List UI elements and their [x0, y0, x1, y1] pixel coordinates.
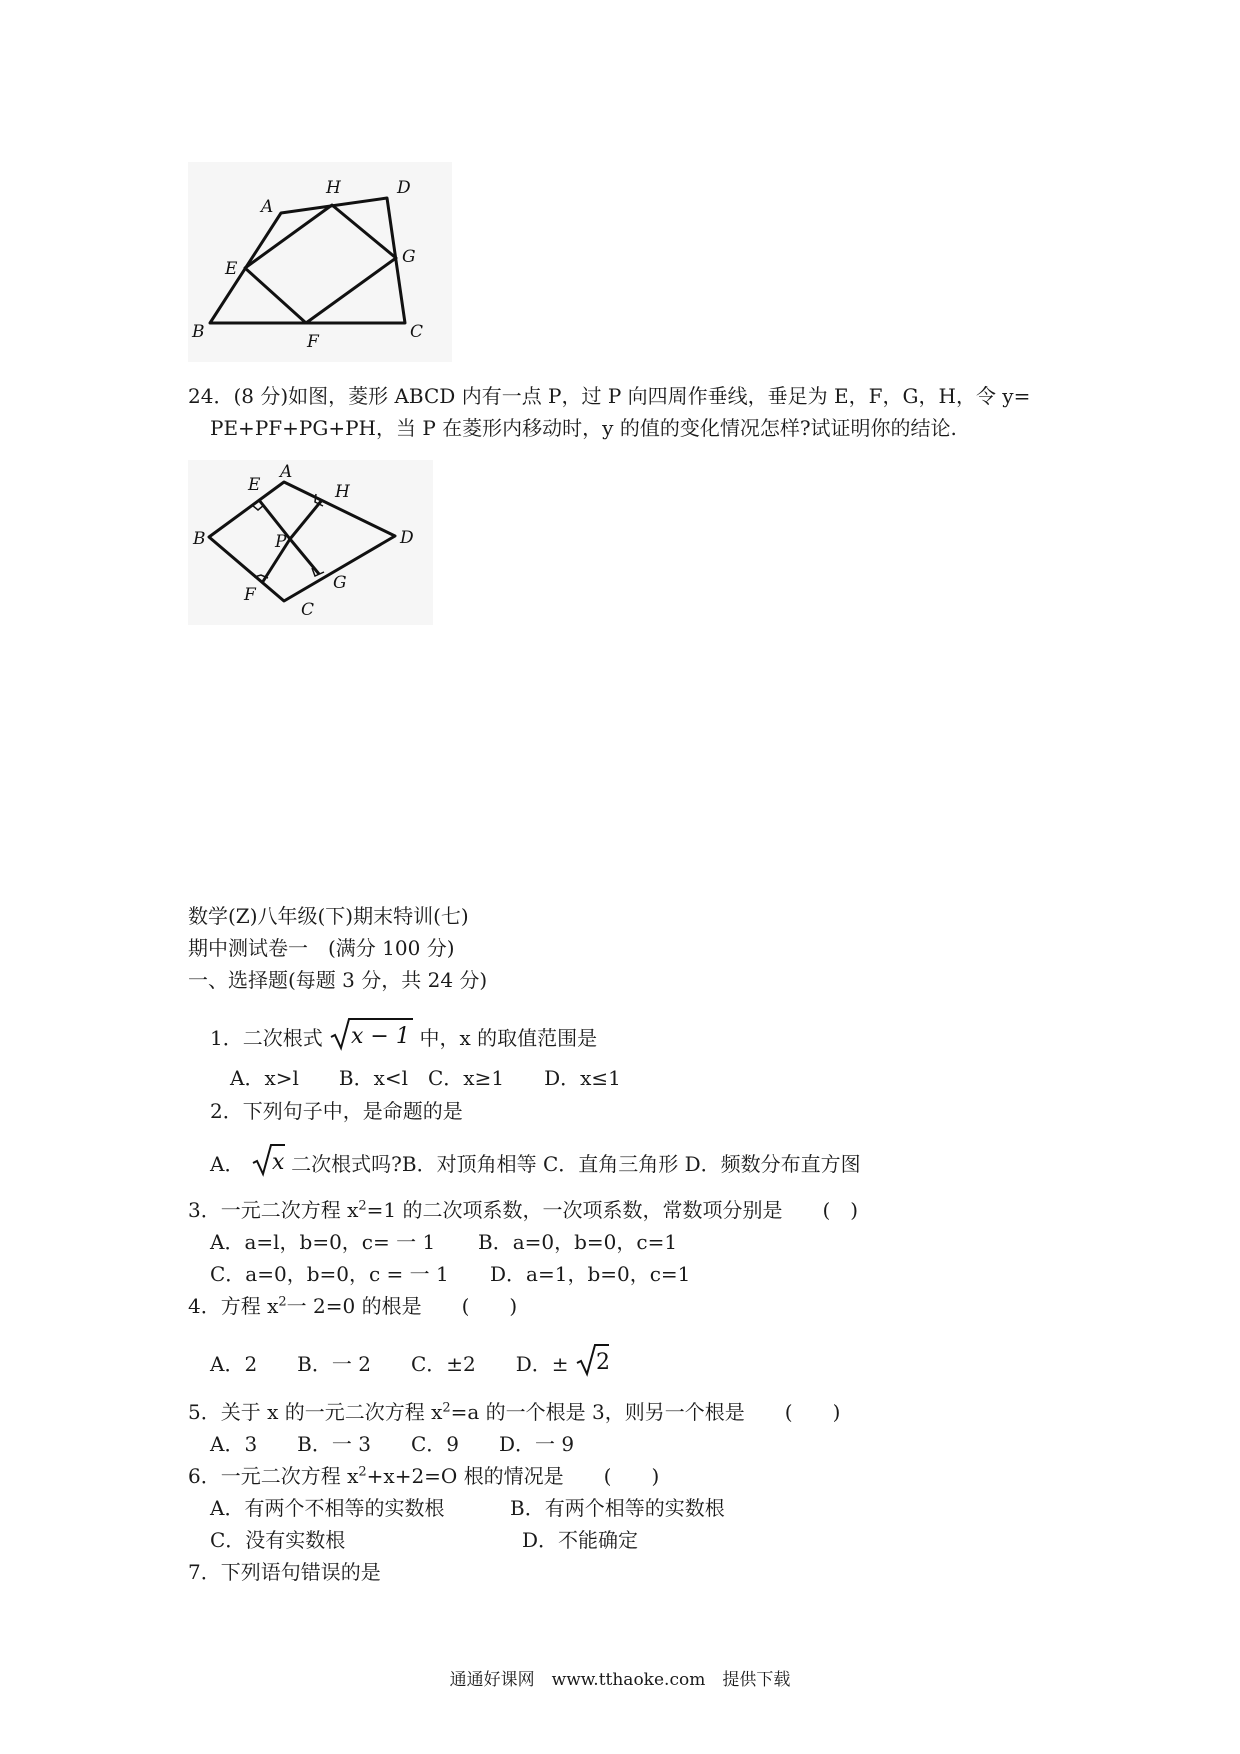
figure-rhombus [188, 460, 433, 625]
q24-line1: 24．(8 分)如图，菱形 ABCD 内有一点 P，过 P 向四周作垂线，垂足为 E，F，G，H，令 y= [188, 384, 1031, 408]
segment-pg [290, 539, 319, 574]
q6-stem-pre: 6．一元二次方程 x [188, 1464, 359, 1488]
exam-subtitle: 期中测试卷一 (满分 100 分) [188, 936, 455, 960]
sqrt-2 [575, 1342, 609, 1389]
q3-option-d: D．a=1，b=0，c=1 [490, 1262, 691, 1286]
q2-options [210, 1142, 861, 1189]
figure-quadrilateral [188, 162, 452, 362]
q4-stem-pre: 4．方程 x [188, 1294, 279, 1318]
q1-stem-pre: 1．二次根式 [210, 1026, 323, 1050]
q6-option-b: B．有两个相等的实数根 [510, 1496, 725, 1520]
q6-stem [188, 1462, 659, 1490]
q5-stem-post: =a 的一个根是 3，则另一个根是 ( ) [450, 1400, 841, 1424]
page-footer: 通通好课网 www.tthaoke.com 提供下载 [449, 1670, 791, 1690]
exam-title: 数学(Z)八年级(下)期末特训(七) [188, 904, 469, 928]
label-g: G [333, 573, 347, 593]
label-h: H [326, 178, 341, 198]
q4-stem-sup: 2 [278, 1294, 287, 1310]
q6-stem-sup: 2 [358, 1464, 367, 1480]
q1-stem-post: 中，x 的取值范围是 [419, 1026, 598, 1050]
label-a: A [280, 462, 293, 482]
q6-option-a: A．有两个不相等的实数根 [210, 1496, 445, 1520]
label-a: A [261, 197, 274, 217]
q3-option-a: A．a=l，b=0，c= 一 1 [210, 1230, 436, 1254]
q1-options: A．x>l B．x<l C．x≥1 D．x≤1 [230, 1066, 621, 1090]
label-e: E [225, 259, 238, 279]
label-g: G [402, 247, 416, 267]
label-c: C [301, 600, 315, 620]
section-heading: 一、选择题(每题 3 分，共 24 分) [188, 968, 488, 992]
rhombus-abcd [209, 482, 395, 601]
label-d: D [397, 178, 411, 198]
sqrt-x-minus-1 [329, 1016, 413, 1063]
segment-hp [290, 500, 322, 539]
q5-stem [188, 1398, 840, 1426]
q3-stem-post: =1 的二次项系数，一次项系数，常数项分别是 ( ) [366, 1198, 859, 1222]
q1-radicand: x − 1 [351, 1024, 410, 1049]
q4-options-pre: A．2 B．一 2 C．±2 D．± [210, 1352, 569, 1376]
q4-options [210, 1342, 609, 1389]
q3-stem-pre: 3．一元二次方程 x [188, 1198, 359, 1222]
q6-stem-post: +x+2=O 根的情况是 ( ) [366, 1464, 660, 1488]
q2-opt-post: 二次根式吗?B．对顶角相等 C．直角三角形 D．频数分布直方图 [291, 1152, 861, 1176]
q3-option-c: C．a=0，b=0，c = 一 1 [210, 1262, 449, 1286]
q4-stem [188, 1292, 517, 1320]
quadrilateral-efgh [245, 205, 396, 323]
label-b: B [192, 322, 205, 342]
label-e: E [248, 475, 261, 495]
q2-radicand: x [271, 1150, 285, 1175]
q5-options: A．3 B．一 3 C．9 D．一 9 [210, 1432, 575, 1456]
q5-stem-pre: 5．关于 x 的一元二次方程 x [188, 1400, 443, 1424]
label-d: D [400, 528, 414, 548]
q6-option-c: C．没有实数根 [210, 1528, 346, 1552]
label-b: B [193, 529, 206, 549]
label-p: P [275, 532, 287, 552]
q6-option-d: D．不能确定 [522, 1528, 639, 1552]
q24-line2: PE+PF+PG+PH，当 P 在菱形内移动时，y 的值的变化情况怎样?试证明你的结论. [210, 416, 957, 440]
quadrilateral-abcd [210, 198, 405, 323]
label-f: F [244, 585, 256, 605]
q3-stem-sup: 2 [358, 1198, 367, 1214]
q2-stem: 2．下列句子中，是命题的是 [210, 1099, 463, 1123]
q2-opt-pre: A． [210, 1152, 245, 1176]
sqrt-x [251, 1142, 285, 1189]
label-c: C [410, 322, 424, 342]
q3-stem [188, 1196, 858, 1224]
q4-stem-post: 一 2=0 的根是 ( ) [286, 1294, 518, 1318]
label-f: F [307, 332, 319, 352]
q3-option-b: B．a=0，b=0，c=1 [478, 1230, 678, 1254]
q1-stem [210, 1016, 597, 1063]
q5-stem-sup: 2 [442, 1400, 451, 1416]
q4-radicand: 2 [595, 1350, 609, 1375]
label-h: H [335, 482, 350, 502]
right-angle-e [252, 505, 264, 510]
q7-stem: 7．下列语句错误的是 [188, 1560, 381, 1584]
